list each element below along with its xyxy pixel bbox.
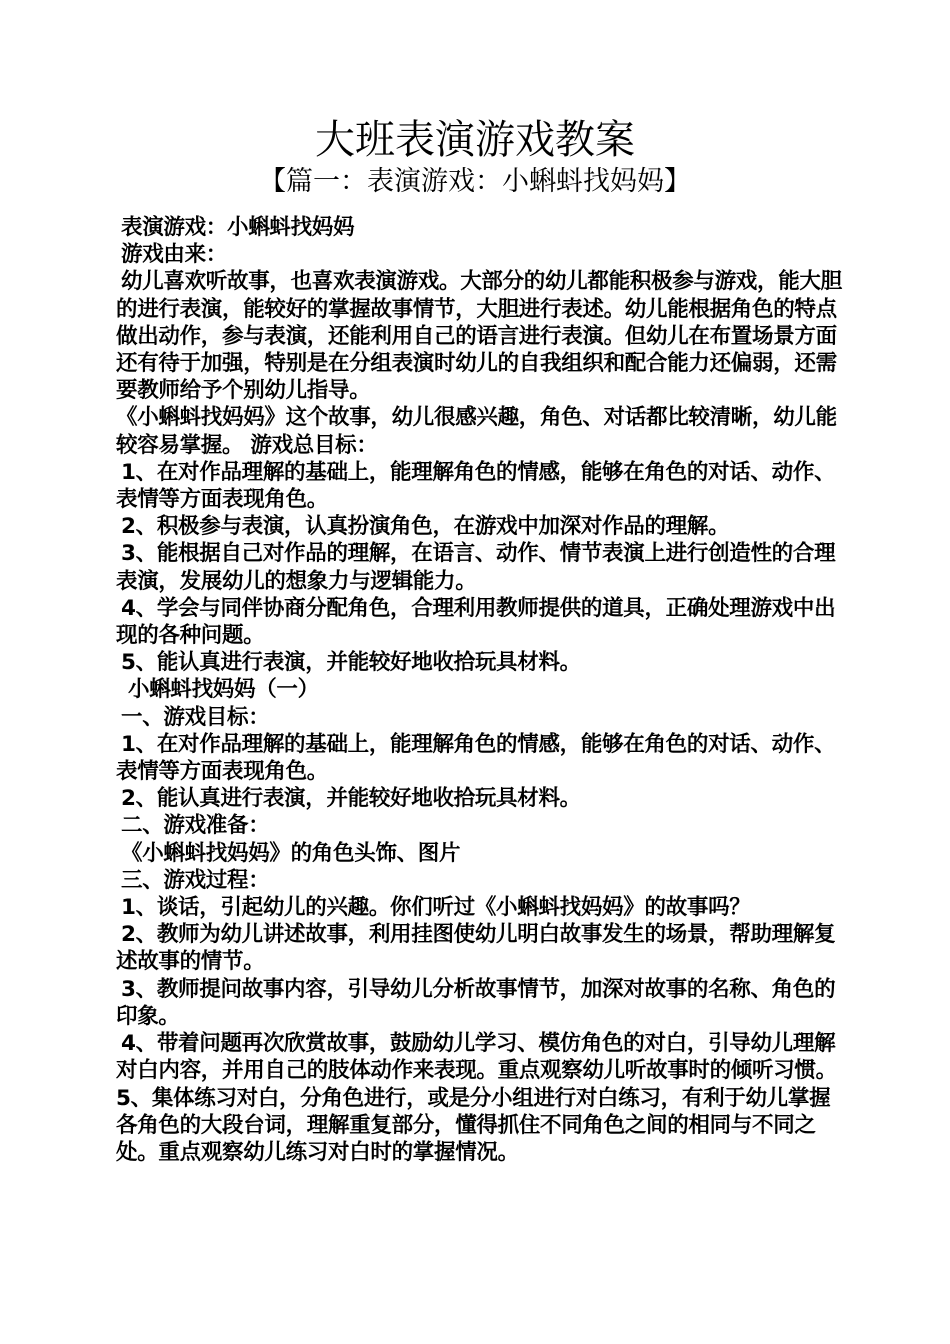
paragraph-goal-3: 3、能根据自己对作品的理解，在语言、动作、情节表演上进行创造性的合理表演，发展幼儿的想象力与逻辑能力。 (116, 541, 836, 594)
document-body (116, 214, 846, 1166)
paragraph-preparation: 《小蝌蚪找妈妈》的角色头饰、图片 (121, 840, 461, 866)
section-heading-preparation: 二、游戏准备： (121, 813, 270, 839)
paragraph-goal-2: 2、积极参与表演，认真扮演角色，在游戏中加深对作品的理解。 (121, 514, 730, 540)
section-heading-part-one: 小蝌蚪找妈妈（一） (128, 677, 319, 703)
paragraph-story-intro: 《小蝌蚪找妈妈》这个故事，幼儿很感兴趣，角色、对话都比较清晰，幼儿能较容易掌握。 游戏总目标： (116, 405, 837, 458)
paragraph-game-name: 表演游戏：小蝌蚪找妈妈 (121, 215, 355, 240)
paragraph-process-4: 4、带着问题再次欣赏故事，鼓励幼儿学习、模仿角色的对白，引导幼儿理解对白内容，并用自己的肢体动作来表现。重点观察幼儿听故事时的倾听习惯。 (116, 1031, 837, 1084)
paragraph-goal-4: 4、学会与同伴协商分配角色，合理利用教师提供的道具，正确处理游戏中出现的各种问题。 (116, 595, 836, 649)
paragraph-goal-5: 5、能认真进行表演，并能较好地收拾玩具材料。 (121, 650, 581, 676)
section-heading-objectives: 一、游戏目标： (121, 704, 270, 730)
section-heading-process: 三、游戏过程： (121, 867, 270, 893)
document-title: 大班表演游戏教案 (315, 117, 635, 163)
document-subtitle: 【篇一：表演游戏：小蝌蚪找妈妈】 (259, 166, 691, 197)
paragraph-origin-heading: 游戏由来： (121, 242, 228, 268)
paragraph-goal-1: 1、在对作品理解的基础上，能理解角色的情感，能够在角色的对话、动作、表情等方面表现角色。 (116, 459, 836, 513)
paragraph-objective-2: 2、能认真进行表演，并能较好地收拾玩具材料。 (121, 786, 581, 812)
paragraph-process-2: 2、教师为幼儿讲述故事，利用挂图使幼儿明白故事发生的场景，帮助理解复述故事的情节。 (116, 922, 836, 975)
paragraph-process-5: 5、集体练习对白，分角色进行，或是分小组进行对白练习，有利于幼儿掌握各角色的大段台词，理解重复部分，懂得抓住不同角色之间的相同与不同之处。重点观察幼儿练习对白时的掌握情况。 (116, 1085, 831, 1165)
paragraph-objective-1: 1、在对作品理解的基础上，能理解角色的情感，能够在角色的对话、动作、表情等方面表现角色。 (116, 731, 836, 785)
paragraph-process-1: 1、谈话，引起幼儿的兴趣。你们听过《小蝌蚪找妈妈》的故事吗？ (121, 895, 751, 921)
paragraph-origin-text: 幼儿喜欢听故事，也喜欢表演游戏。大部分的幼儿都能积极参与游戏，能大胆的进行表演，能较好的掌握故事情节，大胆进行表述。幼儿能根据角色的特点做出动作，参与表演，还能利用自己的语言进行表演。但幼儿在布置场景方面还有待于加强，特别是在分组表演时幼儿的自我组织和配合能力还偏弱，还需要教师给予个别幼儿指导。 (116, 269, 842, 404)
paragraph-process-3: 3、教师提问故事内容，引导幼儿分析故事情节，加深对故事的名称、角色的印象。 (116, 976, 836, 1029)
